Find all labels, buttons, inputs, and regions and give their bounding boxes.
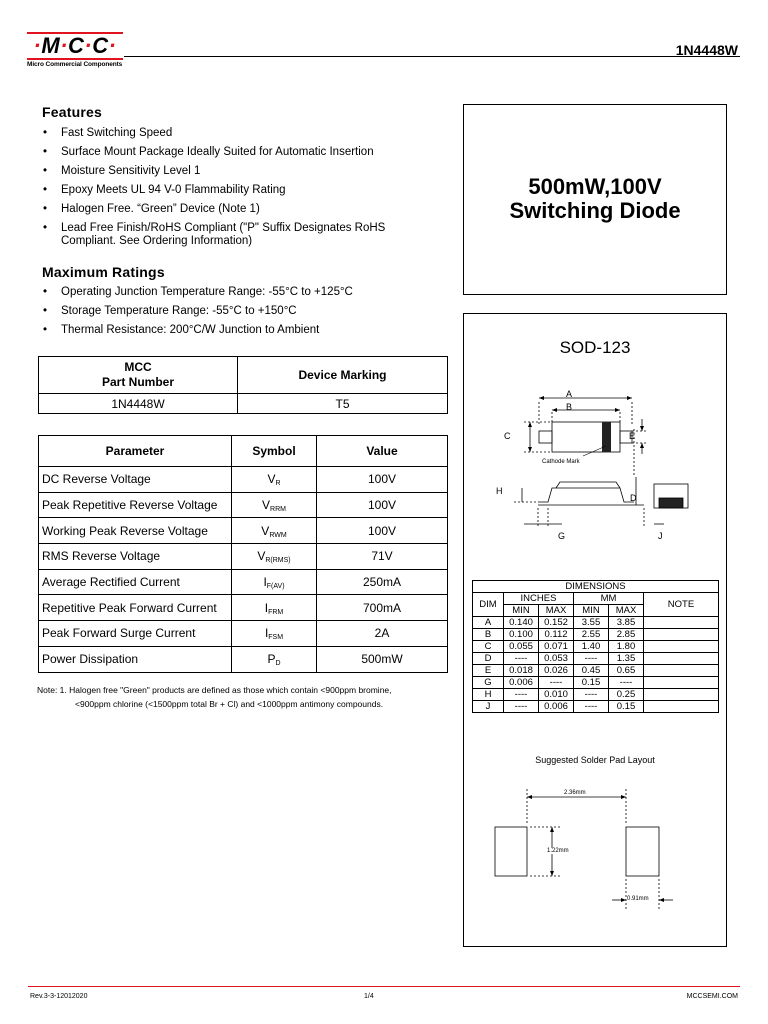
pad-left bbox=[495, 827, 527, 876]
ratings-row bbox=[39, 646, 448, 672]
dimension-cell: 0.010 bbox=[539, 689, 574, 701]
features-section bbox=[42, 104, 447, 254]
dimension-cell: B bbox=[473, 629, 504, 641]
label-g: G bbox=[558, 531, 566, 541]
symbol-subscript: R(RMS) bbox=[265, 557, 291, 565]
marking-value-cell: T5 bbox=[238, 394, 448, 414]
dimension-cell: C bbox=[473, 641, 504, 653]
ratings-symbol-cell bbox=[232, 646, 317, 672]
dimension-cell: 0.112 bbox=[539, 629, 574, 641]
logo-mark: ·M·C·C· bbox=[33, 33, 117, 58]
pad-size-label: 0.91mm bbox=[627, 896, 649, 902]
solder-pad-drawing bbox=[492, 784, 697, 919]
dimensions-title: DIMENSIONS bbox=[473, 581, 719, 593]
ratings-value-cell: 100V bbox=[317, 492, 448, 518]
header-rule bbox=[124, 56, 740, 57]
mm-max-header: MAX bbox=[609, 605, 644, 617]
marking-table-header-part bbox=[39, 357, 238, 394]
dimension-cell bbox=[644, 617, 719, 629]
lead-left bbox=[539, 431, 552, 443]
dimension-cell: 3.85 bbox=[609, 617, 644, 629]
part-number-title: 1N4448W bbox=[675, 42, 738, 58]
arrowhead bbox=[550, 871, 554, 876]
label-a: A bbox=[566, 389, 573, 399]
title-box bbox=[463, 104, 727, 295]
dimension-cell: 0.018 bbox=[504, 665, 539, 677]
feature-item: • Halogen Free. “Green” Device (Note 1) bbox=[42, 203, 447, 216]
dimension-cell: G bbox=[473, 677, 504, 689]
max-ratings-heading: Maximum Ratings bbox=[42, 264, 165, 280]
end-view-lead bbox=[659, 498, 683, 508]
symbol-subscript: RWM bbox=[269, 531, 287, 539]
features-list bbox=[42, 127, 447, 248]
arrowhead bbox=[552, 408, 557, 412]
dimension-cell: 0.15 bbox=[574, 677, 609, 689]
rating-item: • Storage Temperature Range: -55°C to +150°C bbox=[42, 305, 447, 318]
package-outline-drawing bbox=[494, 384, 704, 549]
header-part-number: Part Number bbox=[101, 375, 175, 389]
symbol-subscript: D bbox=[275, 660, 281, 668]
arrowhead bbox=[539, 396, 544, 400]
pad-height-label: 1.22mm bbox=[547, 848, 569, 854]
dimension-cell: 1.35 bbox=[609, 653, 644, 665]
dimension-cell: 0.140 bbox=[504, 617, 539, 629]
dimension-cell: J bbox=[473, 701, 504, 713]
symbol-main: P bbox=[267, 652, 276, 667]
symbol-subscript: R bbox=[275, 480, 281, 488]
dimension-cell: 2.85 bbox=[609, 629, 644, 641]
package-name: SOD-123 bbox=[559, 338, 631, 357]
side-body-outline bbox=[538, 488, 634, 502]
arrowhead bbox=[615, 408, 620, 412]
title-line-2: Switching Diode bbox=[509, 198, 681, 223]
top-view-arrowheads bbox=[528, 396, 644, 452]
header-mcc: MCC bbox=[124, 360, 152, 374]
ratings-table bbox=[38, 435, 448, 673]
package-box bbox=[463, 313, 727, 947]
mm-header: MM bbox=[574, 593, 644, 605]
label-e: E bbox=[629, 431, 636, 441]
ratings-header-symbol: Symbol bbox=[232, 436, 317, 467]
ratings-value-cell: 100V bbox=[317, 518, 448, 544]
dimension-cell: ---- bbox=[574, 701, 609, 713]
arrowhead bbox=[627, 396, 632, 400]
symbol-main: V bbox=[257, 549, 266, 564]
dimension-cell: 0.006 bbox=[504, 677, 539, 689]
inches-max-header: MAX bbox=[539, 605, 574, 617]
dimension-cell: ---- bbox=[504, 653, 539, 665]
arrowhead bbox=[640, 426, 644, 431]
arrowhead bbox=[640, 443, 644, 448]
feature-item: • Lead Free Finish/RoHS Compliant ("P" Suffix Designates RoHS Compliant. See Ordering Information) bbox=[42, 222, 431, 248]
dimension-row bbox=[473, 665, 719, 677]
ratings-parameter-cell: DC Reverse Voltage bbox=[39, 467, 232, 493]
ratings-header-value: Value bbox=[317, 436, 448, 467]
side-body-top bbox=[556, 482, 620, 488]
note-header: NOTE bbox=[644, 593, 719, 617]
dimension-row bbox=[473, 641, 719, 653]
dimension-cell bbox=[644, 689, 719, 701]
ratings-parameter-cell: Average Rectified Current bbox=[39, 569, 232, 595]
dimension-cell: A bbox=[473, 617, 504, 629]
ratings-row bbox=[39, 544, 448, 570]
dimension-cell: 0.006 bbox=[539, 701, 574, 713]
dimension-cell: 0.026 bbox=[539, 665, 574, 677]
dimension-cell: ---- bbox=[539, 677, 574, 689]
label-b: B bbox=[566, 402, 573, 412]
pad-right bbox=[626, 827, 659, 876]
dimension-row bbox=[473, 653, 719, 665]
dimension-cell: 0.055 bbox=[504, 641, 539, 653]
dimension-cell: E bbox=[473, 665, 504, 677]
dimension-cell: 0.100 bbox=[504, 629, 539, 641]
ratings-parameter-cell: Repetitive Peak Forward Current bbox=[39, 595, 232, 621]
pad-width-label: 2.36mm bbox=[564, 790, 586, 796]
footer-revision: Rev.3-3-12012020 bbox=[30, 993, 88, 1000]
solder-pad-title: Suggested Solder Pad Layout bbox=[535, 755, 655, 765]
dimension-cell: ---- bbox=[504, 689, 539, 701]
label-j: J bbox=[658, 531, 663, 541]
title-line-1: 500mW,100V bbox=[528, 174, 662, 199]
arrowhead bbox=[527, 795, 532, 799]
ratings-row bbox=[39, 569, 448, 595]
arrowhead bbox=[550, 827, 554, 832]
mm-min-header: MIN bbox=[574, 605, 609, 617]
dimension-cell: ---- bbox=[609, 677, 644, 689]
dimension-cell bbox=[644, 665, 719, 677]
dimension-cell bbox=[644, 701, 719, 713]
ratings-parameter-cell: Peak Forward Surge Current bbox=[39, 621, 232, 647]
dimension-cell bbox=[644, 641, 719, 653]
dim-header: DIM bbox=[473, 593, 504, 617]
ratings-parameter-cell: Peak Repetitive Reverse Voltage bbox=[39, 492, 232, 518]
dimension-cell bbox=[644, 629, 719, 641]
rating-item: • Thermal Resistance: 200°C/W Junction to Ambient bbox=[42, 324, 447, 337]
note-line-1: Note: 1. Halogen free "Green" products are defined as those which contain <900ppm bromine, bbox=[37, 685, 392, 695]
feature-item: • Epoxy Meets UL 94 V-0 Flammability Rating bbox=[42, 184, 447, 197]
device-title bbox=[464, 175, 726, 223]
symbol-subscript: FSM bbox=[268, 634, 284, 642]
dimension-cell: 0.152 bbox=[539, 617, 574, 629]
dimension-cell: 1.40 bbox=[574, 641, 609, 653]
arrowhead bbox=[621, 898, 626, 902]
solder-pad-lines bbox=[495, 789, 673, 909]
features-heading: Features bbox=[42, 104, 102, 120]
ratings-value-cell: 250mA bbox=[317, 569, 448, 595]
dimension-row bbox=[473, 629, 719, 641]
dimension-cell: 3.55 bbox=[574, 617, 609, 629]
ratings-parameter-cell: Power Dissipation bbox=[39, 646, 232, 672]
label-c: C bbox=[504, 431, 511, 441]
ratings-value-cell: 71V bbox=[317, 544, 448, 570]
arrowhead bbox=[528, 447, 532, 452]
arrowhead bbox=[621, 795, 626, 799]
arrowhead bbox=[659, 898, 664, 902]
max-ratings-section bbox=[42, 264, 447, 343]
ratings-parameter-cell: Working Peak Reverse Voltage bbox=[39, 518, 232, 544]
dimension-cell: 0.45 bbox=[574, 665, 609, 677]
ratings-symbol-cell bbox=[232, 518, 317, 544]
halogen-note bbox=[37, 683, 457, 711]
top-view bbox=[524, 398, 646, 454]
ratings-header-parameter: Parameter bbox=[39, 436, 232, 467]
symbol-main: I bbox=[264, 600, 269, 615]
dimensions-body bbox=[473, 617, 719, 713]
dimensions-table bbox=[472, 580, 719, 713]
note-line-2: <900ppm chlorine (<1500ppm total Br + Cl) and <1000ppm antimony compounds. bbox=[75, 699, 384, 709]
arrowhead bbox=[528, 422, 532, 427]
cathode-mark-label: Cathode Mark bbox=[542, 459, 580, 465]
cathode-band bbox=[602, 422, 611, 452]
footer-rule bbox=[28, 986, 740, 987]
ratings-symbol-cell bbox=[232, 467, 317, 493]
logo-subtitle: Micro Commercial Components bbox=[27, 61, 123, 68]
dimension-cell: ---- bbox=[574, 653, 609, 665]
logo-bottom-rule bbox=[27, 58, 123, 60]
dimension-cell: 0.053 bbox=[539, 653, 574, 665]
ratings-symbol-cell bbox=[232, 492, 317, 518]
dimension-row bbox=[473, 617, 719, 629]
mcc-logo bbox=[27, 32, 123, 68]
marking-part-cell: 1N4448W bbox=[39, 394, 238, 414]
max-ratings-list bbox=[42, 286, 447, 337]
dimension-cell: 0.15 bbox=[609, 701, 644, 713]
ratings-value-cell: 2A bbox=[317, 621, 448, 647]
ratings-row bbox=[39, 492, 448, 518]
dimension-cell: 2.55 bbox=[574, 629, 609, 641]
symbol-subscript: F(AV) bbox=[266, 583, 285, 591]
dimension-cell bbox=[644, 653, 719, 665]
ratings-row bbox=[39, 518, 448, 544]
ratings-symbol-cell bbox=[232, 621, 317, 647]
ratings-parameter-cell: RMS Reverse Voltage bbox=[39, 544, 232, 570]
marking-table bbox=[38, 356, 448, 414]
inches-min-header: MIN bbox=[504, 605, 539, 617]
ratings-symbol-cell bbox=[232, 544, 317, 570]
dimension-row bbox=[473, 689, 719, 701]
ratings-row bbox=[39, 467, 448, 493]
dimension-cell: H bbox=[473, 689, 504, 701]
dimension-cell: ---- bbox=[504, 701, 539, 713]
feature-item: • Fast Switching Speed bbox=[42, 127, 447, 140]
ratings-symbol-cell bbox=[232, 569, 317, 595]
symbol-main: V bbox=[262, 498, 271, 513]
symbol-main: I bbox=[263, 575, 267, 590]
ratings-row bbox=[39, 595, 448, 621]
dimension-cell: 0.071 bbox=[539, 641, 574, 653]
rating-item: • Operating Junction Temperature Range: -55°C to +125°C bbox=[42, 286, 447, 299]
ratings-row bbox=[39, 621, 448, 647]
dimension-cell: 0.25 bbox=[609, 689, 644, 701]
symbol-main: V bbox=[261, 523, 270, 538]
marking-table-header-marking: Device Marking bbox=[238, 357, 448, 394]
inches-header: INCHES bbox=[504, 593, 574, 605]
dimension-cell: 1.80 bbox=[609, 641, 644, 653]
dimension-cell bbox=[644, 677, 719, 689]
symbol-main: I bbox=[264, 626, 269, 641]
feature-item: • Surface Mount Package Ideally Suited for Automatic Insertion bbox=[42, 146, 447, 159]
symbol-subscript: RRM bbox=[270, 506, 286, 514]
side-view bbox=[514, 429, 688, 527]
label-h: H bbox=[496, 486, 503, 496]
dimension-cell: D bbox=[473, 653, 504, 665]
footer-page: 1/4 bbox=[364, 993, 374, 1000]
dimension-row bbox=[473, 677, 719, 689]
dimension-cell: 0.65 bbox=[609, 665, 644, 677]
ratings-value-cell: 500mW bbox=[317, 646, 448, 672]
ratings-value-cell: 100V bbox=[317, 467, 448, 493]
ratings-body bbox=[39, 467, 448, 673]
feature-item: • Moisture Sensitivity Level 1 bbox=[42, 165, 447, 178]
ratings-value-cell: 700mA bbox=[317, 595, 448, 621]
footer-site: MCCSEMI.COM bbox=[686, 993, 738, 1000]
ratings-symbol-cell bbox=[232, 595, 317, 621]
dimension-cell: ---- bbox=[574, 689, 609, 701]
symbol-main: V bbox=[267, 472, 276, 487]
dimension-row bbox=[473, 701, 719, 713]
label-d: D bbox=[630, 493, 637, 503]
symbol-subscript: FRM bbox=[268, 608, 284, 616]
